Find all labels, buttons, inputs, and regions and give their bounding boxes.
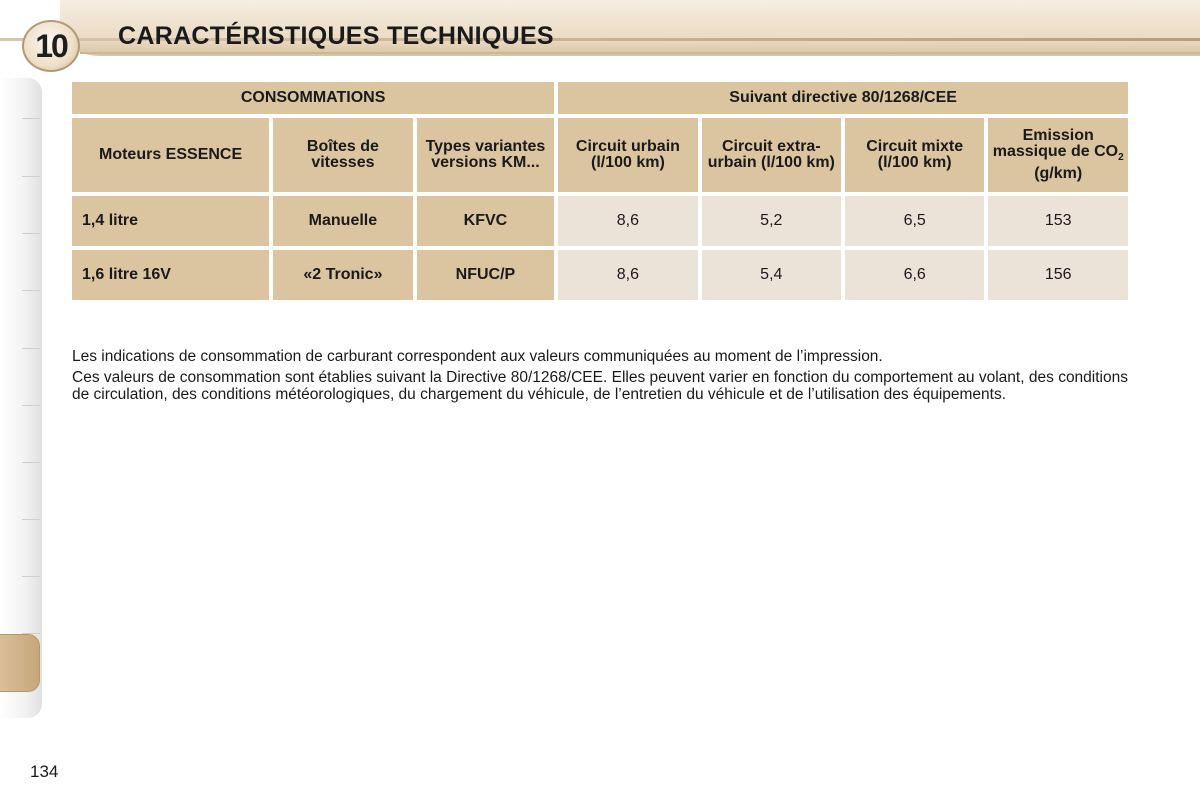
consumption-table <box>68 78 1132 304</box>
tab-divider <box>22 233 40 234</box>
co2-subscript: 2 <box>1118 152 1124 164</box>
cell-co2: 156 <box>988 250 1128 300</box>
co2-label-suffix: (g/km) <box>1034 165 1083 183</box>
column-header-extra-urban: Circuit extra-urbain (l/100 km) <box>702 118 841 192</box>
co2-label-prefix: Emission massique de CO <box>992 126 1119 160</box>
table-row <box>72 196 1128 246</box>
tab-divider <box>22 176 40 177</box>
cell-mixed: 6,5 <box>845 196 984 246</box>
cell-type: KFVC <box>417 196 555 246</box>
tab-divider <box>22 118 40 119</box>
cell-mixed: 6,6 <box>845 250 984 300</box>
cell-extra-urban: 5,2 <box>702 196 841 246</box>
section-title-directive: Suivant directive 80/1268/CEE <box>558 82 1128 114</box>
cell-gearbox: «2 Tronic» <box>273 250 413 300</box>
column-header-co2 <box>988 118 1128 192</box>
cell-extra-urban: 5,4 <box>702 250 841 300</box>
chapter-tab-strip <box>0 78 42 718</box>
tab-divider <box>22 519 40 520</box>
column-header-urban: Circuit urbain (l/100 km) <box>558 118 697 192</box>
note-paragraph: Ces valeurs de consommation sont établies suivant la Directive 80/1268/CEE. Elles peuvent varier en fonction du comportement au volant, des conditions de circulation, des conditions météorologiques, du chargement du véhicule, de l’entretien du véhicule et de l’utilisation des équipements. <box>72 369 1128 403</box>
note-paragraph: Les indications de consommation de carburant correspondent aux valeurs communiquées au moment de l’impression. <box>72 348 883 365</box>
cell-urban: 8,6 <box>558 196 697 246</box>
column-header-gearbox: Boîtes de vitesses <box>273 118 413 192</box>
column-header-mixed: Circuit mixte (l/100 km) <box>845 118 984 192</box>
page-header <box>0 0 1200 62</box>
column-header-type: Types variantes versions KM... <box>417 118 555 192</box>
tab-divider <box>22 462 40 463</box>
cell-type: NFUC/P <box>417 250 555 300</box>
chapter-badge <box>22 20 80 72</box>
consumption-notes <box>72 348 1128 407</box>
tab-divider <box>22 405 40 406</box>
tab-divider <box>22 290 40 291</box>
cell-engine: 1,6 litre 16V <box>72 250 269 300</box>
column-header-engine: Moteurs ESSENCE <box>72 118 269 192</box>
tab-divider <box>22 576 40 577</box>
chapter-number: 10 <box>35 27 67 64</box>
table-column-headers <box>72 118 1128 192</box>
page-number: 134 <box>30 762 59 781</box>
cell-co2: 153 <box>988 196 1128 246</box>
cell-gearbox: Manuelle <box>273 196 413 246</box>
table-section-header <box>72 82 1128 114</box>
tab-divider <box>22 348 40 349</box>
table-row <box>72 250 1128 300</box>
cell-engine: 1,4 litre <box>72 196 269 246</box>
header-rule-lower <box>80 52 1200 54</box>
section-title-consommations: CONSOMMATIONS <box>72 82 554 114</box>
cell-urban: 8,6 <box>558 250 697 300</box>
chapter-tab-active[interactable] <box>0 634 40 692</box>
page-title: CARACTÉRISTIQUES TECHNIQUES <box>118 22 554 50</box>
